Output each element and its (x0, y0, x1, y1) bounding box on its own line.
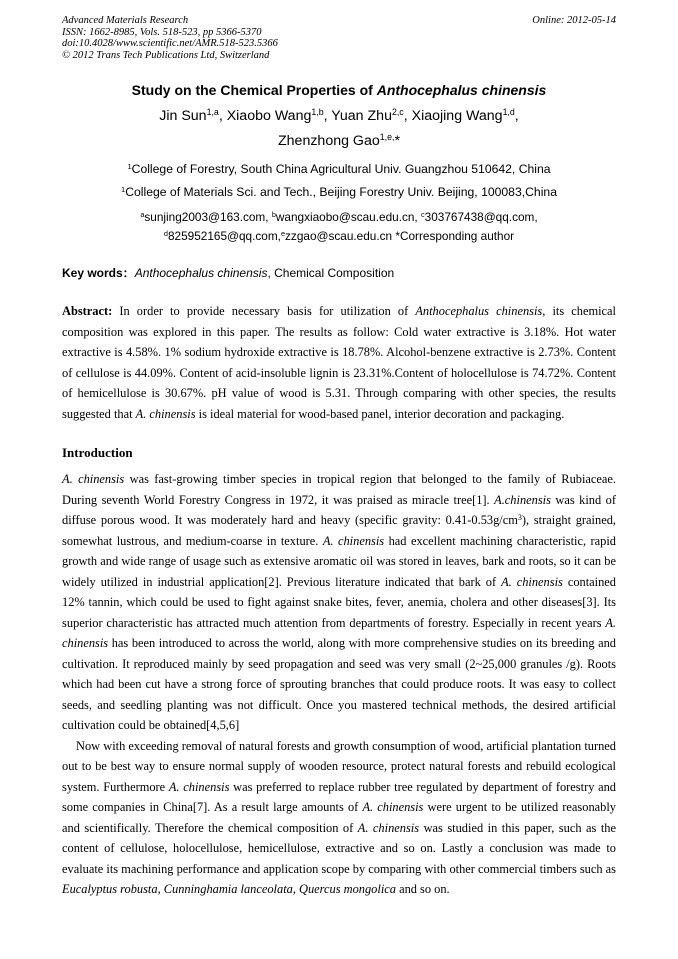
email-address[interactable]: 825952165@qq.com, (167, 229, 281, 243)
doi-line[interactable]: doi:10.4028/www.scientific.net/AMR.518-523.5366 (62, 38, 278, 49)
affiliation-1 (62, 162, 616, 177)
keywords-rest: , Chemical Composition (267, 266, 395, 280)
affiliation-text: College of Forestry, South China Agricultural Univ. Guangzhou 510642, China (131, 162, 551, 176)
author-name: , Xiaojing Wang (403, 108, 503, 124)
species-name: A.chinensis (494, 492, 551, 507)
email-marker: c (421, 209, 425, 219)
species-name: A. chinensis (362, 800, 424, 814)
paragraph-text: had excellent machining characteristic, rapid growth and wide range of usage such as extensive aromatic oil was stored in leaves, bark and roots, so it can be widely utilized in industrial application[2]. Previous literature indicated that bark of (62, 533, 616, 589)
author-line-1 (62, 104, 616, 129)
corresponding-star: * (394, 133, 400, 149)
author-marker: 1,a (206, 107, 219, 118)
paper-title (62, 82, 616, 99)
affiliation-marker: 1 (127, 161, 132, 171)
species-name: Cunninghamia lanceolata (163, 882, 293, 896)
email-address[interactable]: 303767438@qq.com, (424, 210, 538, 224)
species-name: A. chinensis (501, 574, 563, 589)
species-name: Eucalyptus robusta (62, 882, 158, 896)
paragraph (62, 736, 616, 900)
species-name: Anthocephalus chinensis (415, 304, 543, 318)
paragraph-text: , (157, 882, 164, 896)
author-name: , Xiaobo Wang (218, 108, 312, 124)
abstract (62, 301, 616, 424)
issn-line: ISSN: 1662-8985, Vols. 518-523, pp 5366-5370 (62, 26, 262, 38)
paragraph-text: , (292, 882, 300, 896)
author-name: Jin Sun (159, 108, 207, 124)
abstract-label: Abstract: (62, 304, 113, 318)
abstract-text: is ideal material for wood-based panel, interior decoration and packaging. (195, 406, 565, 421)
author-separator: , (514, 108, 519, 124)
paragraph-text: was fast-growing timber species in tropical region that belonged to the family of Rubiaceae. During seventh World Forestry Congress in 1972, it was praised as miracle tree[1]. (62, 472, 616, 507)
email-line-1 (62, 208, 616, 227)
paragraph (62, 469, 616, 736)
species-name: Quercus mongolica (299, 882, 396, 896)
paragraph-text: was preferred to replace rubber tree regulated by department of forestry and some companies in China[7]. As a result large amounts of (62, 779, 617, 814)
email-address[interactable]: sunjing2003@163.com, (144, 210, 272, 224)
paragraph-text: were urgent to be utilized reasonably and scientifically. Therefore the chemical composition of (62, 800, 616, 835)
keywords-label: Key words： (62, 266, 135, 280)
section-heading-introduction: Introduction (62, 445, 133, 460)
species-name: A. chinensis (62, 615, 616, 650)
author-line-2 (62, 129, 616, 154)
paragraph-text: has been introduced to across the world, along with more comprehensive studies on its breeding and cultivation. It reproduced mainly by seed propagation and seed was very small (2~25,000 granules /g). Roots which had been cut have a strong force of sprouting branches that could produce roots. It was easy to collect seeds, and seedling planting was not difficult. Once you mastered technical methods, the desired artificial cultivation could be obtained[4,5,6] (62, 636, 616, 732)
journal-name: Advanced Materials Research (62, 15, 189, 26)
author-marker: 1,b (311, 107, 324, 118)
author-name: , Yuan Zhu (323, 108, 392, 124)
species-name: A. chinensis (322, 533, 385, 548)
journal-header (62, 15, 616, 61)
affiliation-2 (62, 185, 616, 200)
title-prefix: Study on the Chemical Properties of (131, 82, 377, 98)
introduction-body (62, 469, 616, 900)
paragraph-text: was kind of diffuse porous wood. It was moderately hard and heavy (specific gravity: 0.41-0.53g/cm (62, 492, 616, 527)
affiliation-text: College of Materials Sci. and Tech., Beijing Forestry Univ. Beijing, 100083,China (125, 185, 557, 199)
author-marker: 1,d (502, 107, 515, 118)
abstract-text: , its chemical composition was explored in this paper. The results as follow: Cold water extractive is 3.18%. Hot water extractive is 4.58%. 1% sodium hydroxide extractive is 18.78%. Alcohol-benzene extractive is 2.73%. Content of cellulose is 44.09%. Content of acid-insoluble lignin is 23.31%.Content of holocellulose is 74.72%. Content of hemicellulose is 30.67%. pH value of wood is 5.31. Through comparing with other species, the results suggested that (62, 304, 616, 421)
paragraph-text: Now with exceeding removal of natural forests and growth consumption of wood, artificial plantation turned out to be best way to ensure normal supply of wooden resource, protect natural forests and rebuild ecological system. Furthermore (62, 738, 616, 794)
author-list (62, 104, 616, 154)
author-marker: 2,c (391, 107, 404, 118)
paragraph-text: contained 12% tannin, which could be used to fight against snake bites, fever, anemia, cholera and other diseases[3]. Its superior characteristic has attracted much attention from departments of forestry. Especially in recent years (62, 574, 616, 630)
email-marker: b (271, 209, 276, 219)
affiliation-marker: 1 (121, 184, 126, 194)
species-name: A. chinensis (357, 820, 420, 835)
email-marker: d (163, 228, 168, 238)
paragraph-text: ), straight grained, somewhat lustrous, and medium-coarse in texture. (62, 513, 616, 548)
abstract-text: In order to provide necessary basis for utilization of (112, 304, 416, 318)
keyword-species: Anthocephalus chinensis (134, 266, 268, 280)
keywords (62, 266, 616, 281)
author-marker: 1,e, (379, 132, 395, 143)
species-name: A. chinensis (168, 779, 230, 794)
species-name: A. chinensis (62, 472, 125, 486)
paragraph-text: was studied in this paper, such as the content of cellulose, holocellulose, hemicellulose, extractive and so on. Lastly a conclusion was made to evaluate its machining performance and application scope by comparing with other commercial timbers such as (62, 820, 616, 876)
title-species: Anthocephalus chinensis (376, 82, 547, 98)
copyright-line: © 2012 Trans Tech Publications Ltd, Switzerland (62, 49, 270, 61)
email-address[interactable]: zzgao@scau.edu.cn *Corresponding author (285, 229, 515, 243)
email-marker: a (140, 209, 145, 219)
online-date: Online: 2012-05-14 (532, 15, 616, 26)
email-marker: e (280, 228, 286, 238)
email-block (62, 208, 616, 246)
email-address[interactable]: wangxiaobo@scau.edu.cn, (275, 210, 421, 224)
superscript: 3 (517, 512, 522, 522)
email-line-2 (62, 227, 616, 246)
paragraph-text: and so on. (395, 882, 450, 896)
author-name: Zhenzhong Gao (278, 133, 380, 149)
species-name: A. chinensis (135, 406, 196, 421)
